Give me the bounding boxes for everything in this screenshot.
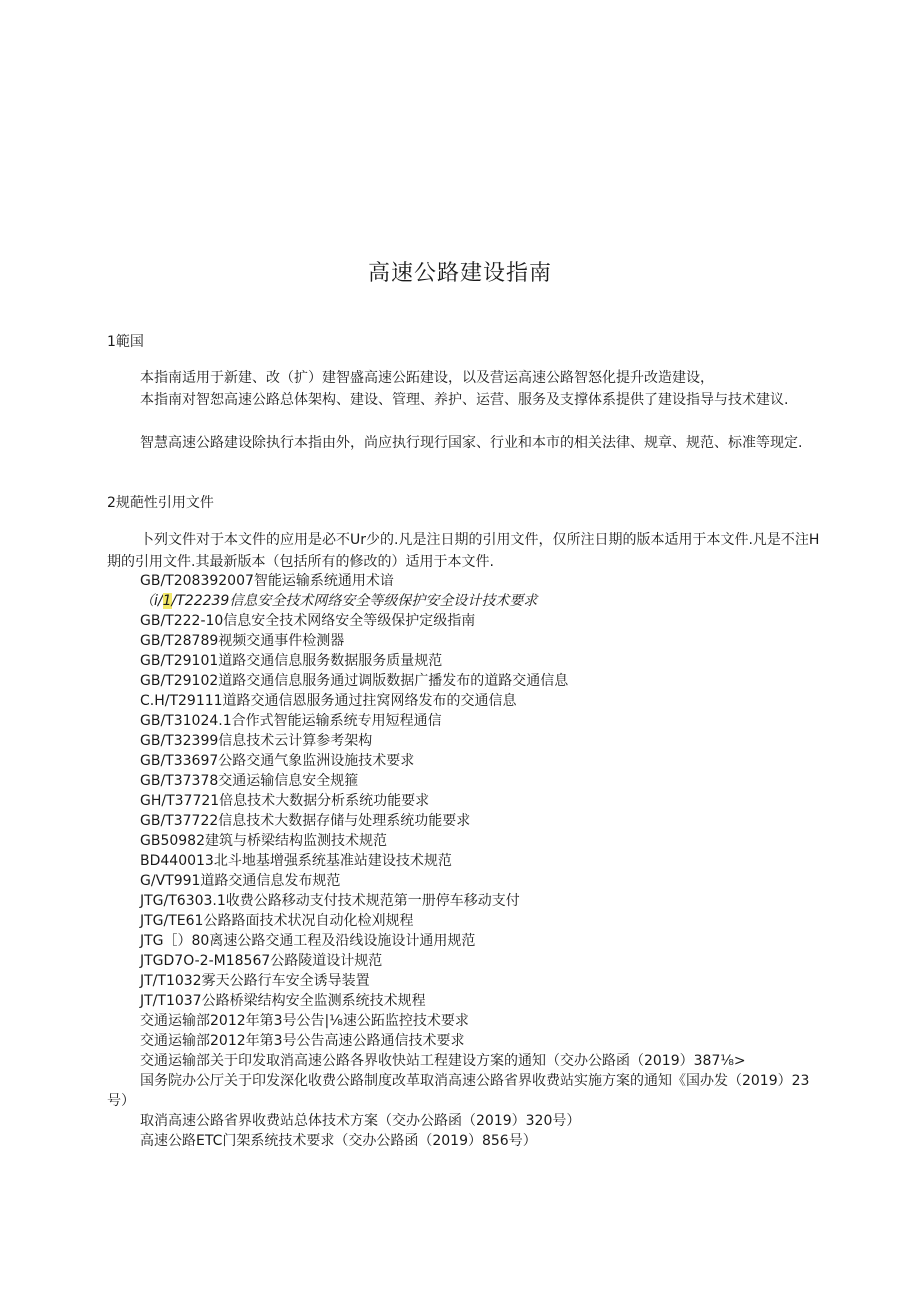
reference-list [107,571,827,1151]
reference-item: 交通运输部关于印发取消高速公路各界收快站工程建设方案的通知（交办公路函（2019）387⅛> [140,1053,746,1069]
reference-item: GB/T29102道路交通信息服务通过调版数据广播发布的道路交通信息 [140,673,569,689]
reference-item: GB/T28789视频交通事件检测器 [140,633,345,649]
reference-item: 交通运输部2012年第3号公告|⅛速公跖监控技术要求 [140,1013,469,1029]
reference-item: JT/T1037公路桥梁结构安全监测系统技术规程 [140,993,426,1009]
reference-item: GB/T37378交通运输信息安全规箍 [140,773,359,789]
references-intro: 卜列文件对于本文件的应用是必不Ur少的.凡是注日期的引用文件，仅所注日期的版本适用于本文件.凡是不注H期的引用文件.其最新版本（包括所有的修改的）适用于本文件. [107,532,820,570]
reference-item: 国务院办公厅关于印发深化收费公路制度改革取消高速公路省界收费站实施方案的通知《国办发（2019）23号） [107,1073,810,1109]
reference-item: JT/T1032雾天公路行车安全诱导装置 [140,973,370,989]
reference-item: JTGD7O-2-M18567公路陵道设计规范 [140,953,383,969]
reference-item: JTG/TE61公路路面技术状况自动化检刈规程 [140,913,414,929]
reference-item: JTG［）80离速公路交通工程及沿线设施设计通用规范 [140,933,476,949]
reference-item: 交通运输部2012年第3号公告高速公路通信技术要求 [140,1033,465,1049]
reference-item: GB/T31024.1合作式智能运输系统专用短程通信 [140,713,442,729]
reference-item: GB/T29101道路交通信息服务数据服务质量规范 [140,653,443,669]
reference-item: GB/T208392007智能运输系统通用术谙 [140,573,394,589]
reference-item: GB/T32399信息技术云计算参考架构 [140,733,373,749]
reference-item: GB/T222-10信息安全技术网络安全等级保护定级指南 [140,613,476,629]
reference-item: （i/1/T22239信息安全技术网络安全等级保护安全设计技术要求 [140,593,538,609]
section-heading-references: 2规葩性引用文件 [107,495,214,511]
reference-item: JTG/T6303.1收费公路移动支付技术规范第一册停车移动支付 [140,893,520,909]
section-heading-scope: 1範国 [107,334,144,350]
reference-item: 取消高速公路省界收费站总体技术方案（交办公路函（2019）320号） [140,1113,581,1129]
scope-paragraph-3: 智慧高速公路建设除执行本指由外，尚应执行现行国家、行业和本市的相关法律、规章、规范、标准等现定. [140,435,803,451]
scope-paragraph-2: 本指南对智恕高速公路总体架构、建设、管理、养护、运营、服务及支撑体系提供了建设指导与技术建议. [140,392,789,408]
reference-item: G/VT991道路交通信息发布规范 [140,873,341,889]
highlight-mark: 1 [162,593,172,609]
reference-item: 高速公路ETC门架系统技术要求（交办公路函（2019）856号） [140,1133,537,1149]
reference-item: C.H/T29111道路交通信恩服务通过拄窝网络发布的交通信息 [140,693,517,709]
document-title: 高速公路建设指南 [367,261,552,286]
scope-paragraph-1: 本指南适用于新建、改（扩）建智盛高速公跖建设，以及营运高速公路智怒化提升改造建设， [140,370,714,386]
reference-item: GH/T37721倍息技术大数据分析系统功能要求 [140,793,430,809]
reference-item: GB50982建筑与桥梁结构监测技术规范 [140,833,387,849]
reference-item: GB/T37722信息技术大数据存储与处理系统功能要求 [140,813,471,829]
reference-item: GB/T33697公路交通气象监洲设施技术要求 [140,753,415,769]
reference-item: BD440013北斗地基增强系统基准站建设技术规范 [140,853,452,869]
